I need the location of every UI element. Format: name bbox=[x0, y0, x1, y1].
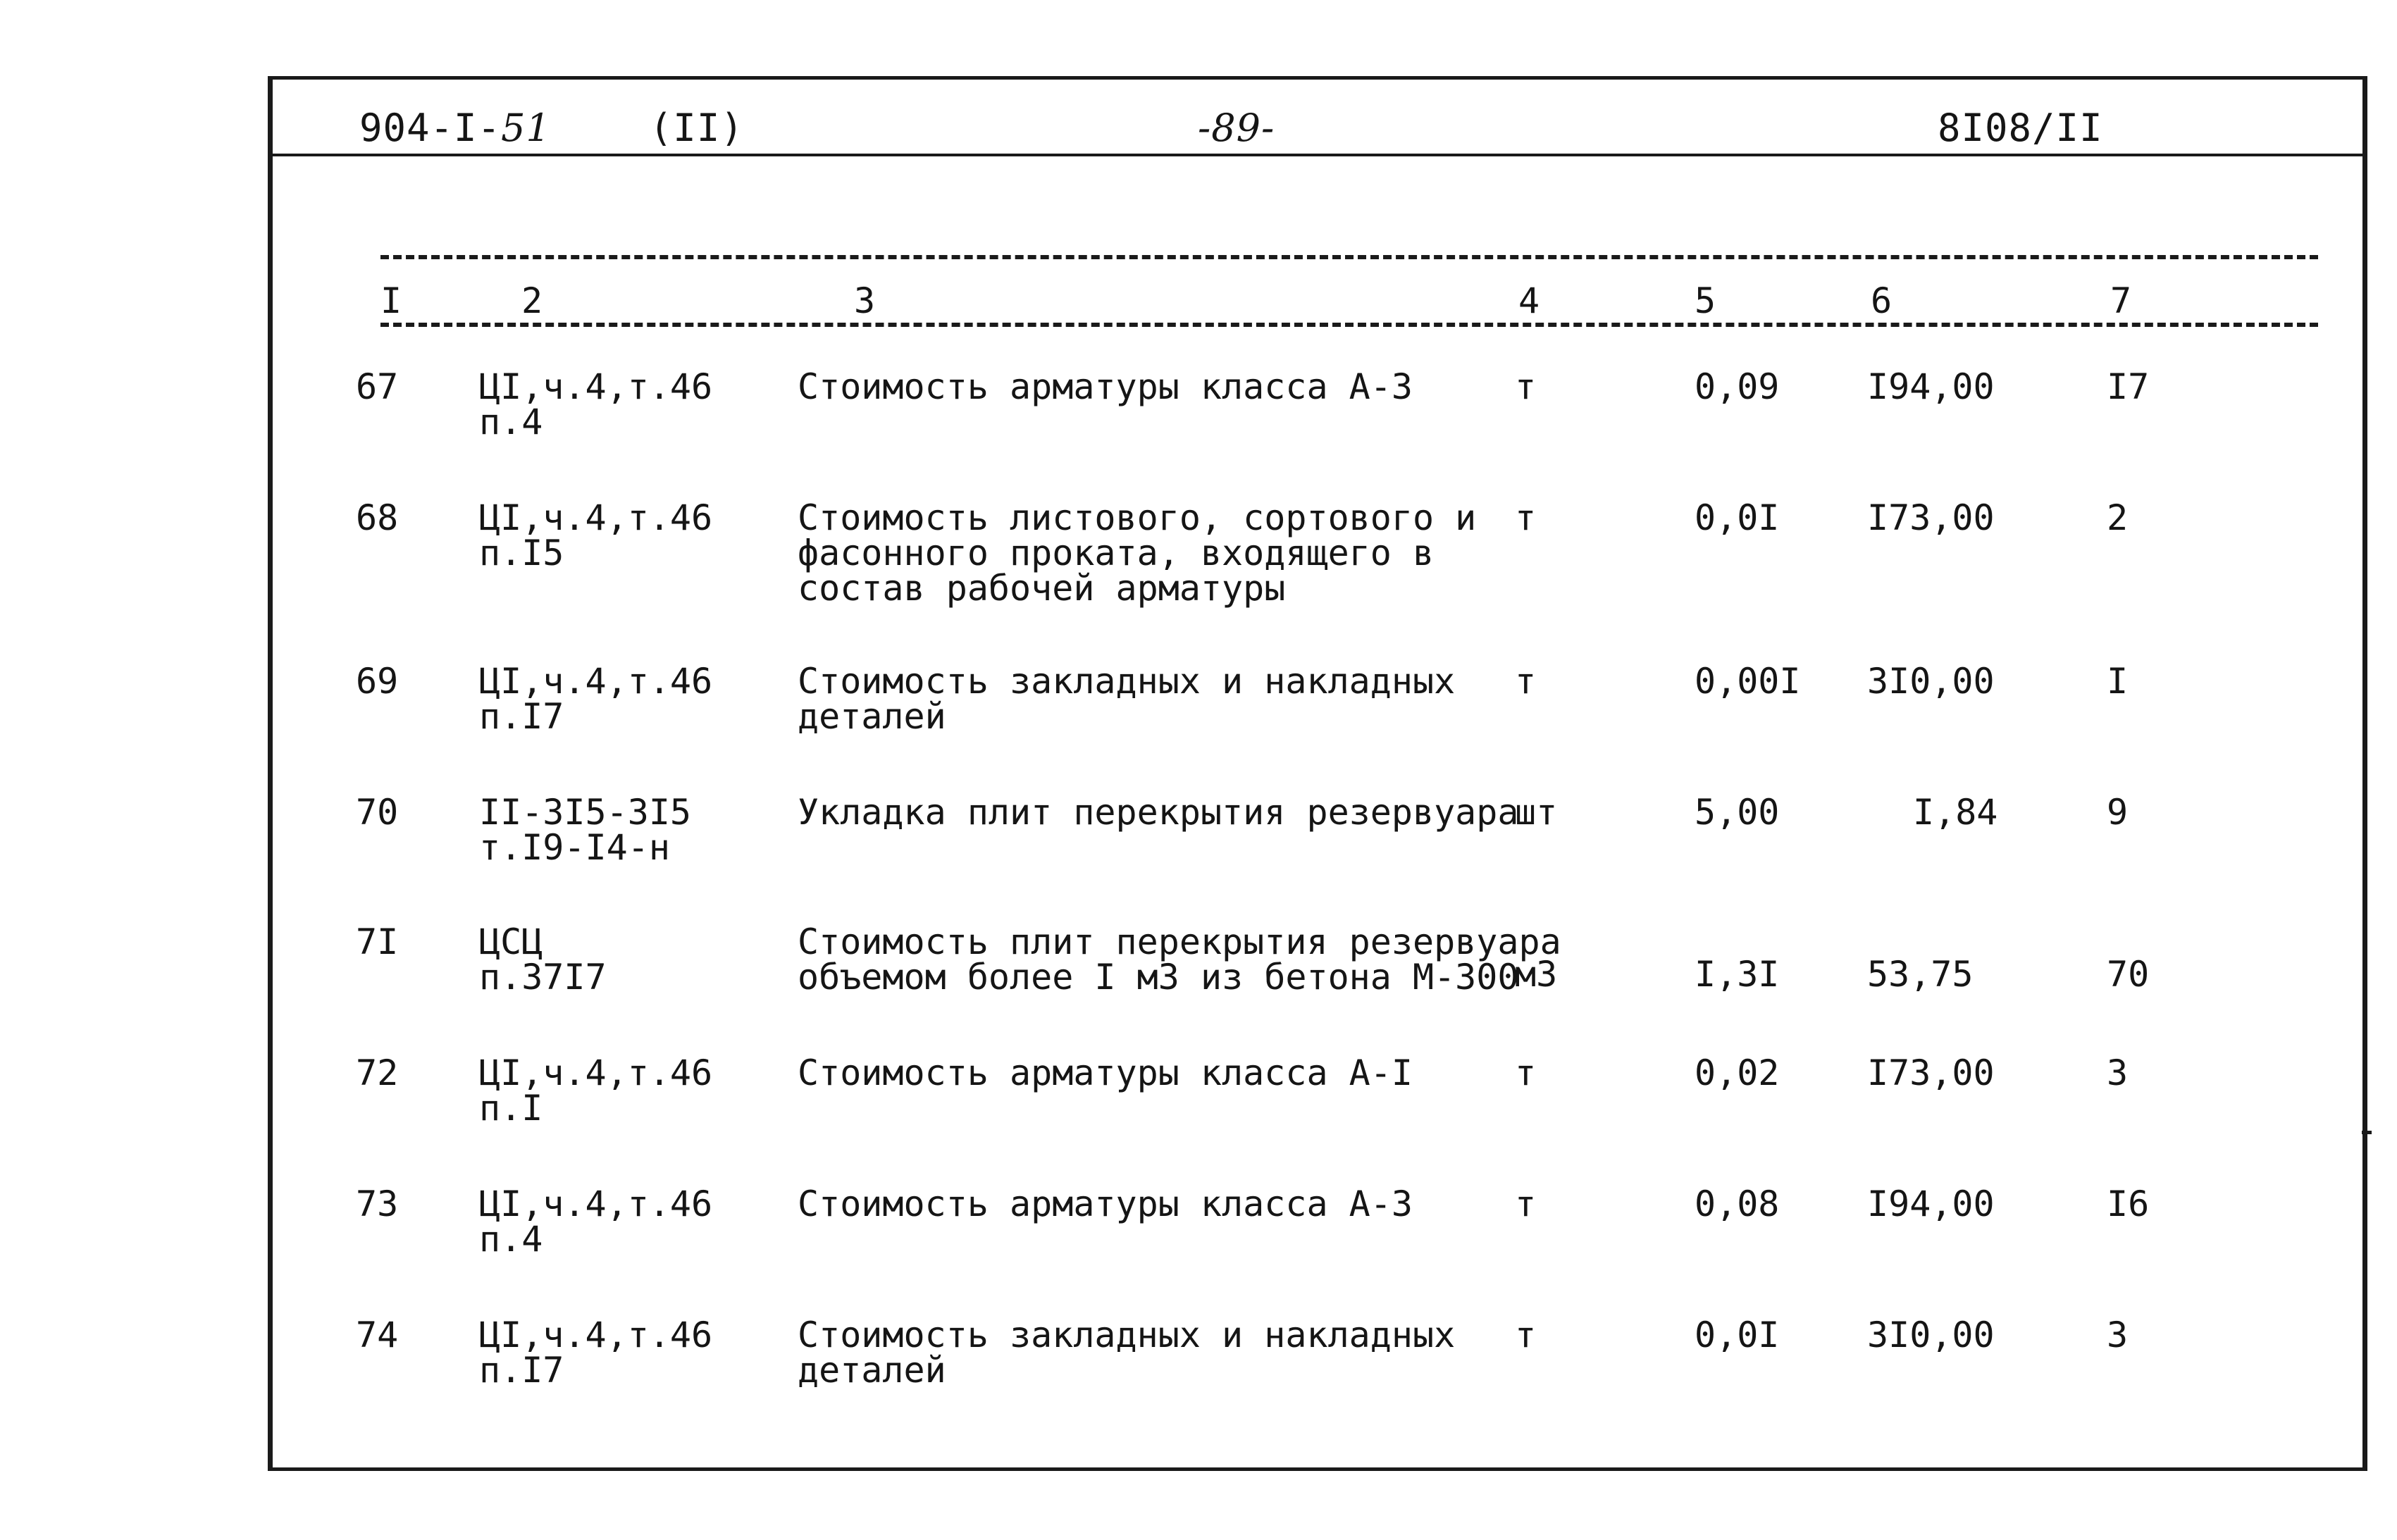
row-unit: т bbox=[1515, 661, 1537, 702]
doc-series: (II) bbox=[649, 106, 744, 150]
row-quantity: 0,08 bbox=[1695, 1184, 1780, 1224]
row-reference: II-3I5-3I5 т.I9-I4-н bbox=[479, 792, 692, 868]
col-number-7: 7 bbox=[2110, 280, 2132, 321]
row-unit: т bbox=[1515, 1052, 1537, 1093]
row-quantity: 0,02 bbox=[1695, 1052, 1780, 1093]
row-quantity: 0,09 bbox=[1695, 366, 1780, 407]
row-total: 9 bbox=[2107, 792, 2129, 833]
doc-code-handwritten: 51 bbox=[501, 106, 551, 150]
row-unit-price: 3I0,00 bbox=[1867, 661, 1995, 702]
row-unit: м3 bbox=[1515, 954, 1558, 995]
row-reference: ЦСЦ п.37I7 bbox=[479, 921, 607, 998]
row-description: Укладка плит перекрытия резервуара bbox=[798, 792, 1519, 833]
row-number: 68 bbox=[356, 497, 399, 538]
row-quantity: 0,00I bbox=[1695, 661, 1801, 702]
row-description: Стоимость арматуры класса А-3 bbox=[798, 366, 1413, 407]
row-unit: шт bbox=[1515, 792, 1558, 833]
col-number-4: 4 bbox=[1518, 280, 1540, 321]
row-description: Стоимость листового, сортового и фасонного проката, входящего в состав рабочей арматуры bbox=[798, 497, 1477, 609]
row-unit: т bbox=[1515, 1315, 1537, 1355]
column-numbers-dashed-rule bbox=[380, 323, 2318, 327]
row-reference: ЦI,ч.4,т.46 п.I bbox=[479, 1052, 713, 1129]
row-total: 70 bbox=[2107, 954, 2150, 995]
header-rule bbox=[268, 154, 2367, 156]
row-reference: ЦI,ч.4,т.46 п.4 bbox=[479, 366, 713, 442]
row-total: 3 bbox=[2107, 1315, 2129, 1355]
row-total: I6 bbox=[2107, 1184, 2150, 1224]
row-description: Стоимость арматуры класса А-I bbox=[798, 1052, 1413, 1093]
row-unit: т bbox=[1515, 497, 1537, 538]
row-quantity: 5,00 bbox=[1695, 792, 1780, 833]
table-top-dashed-rule bbox=[380, 255, 2318, 259]
row-reference: ЦI,ч.4,т.46 п.I5 bbox=[479, 497, 713, 573]
row-unit-price: I73,00 bbox=[1867, 497, 1995, 538]
row-number: 72 bbox=[356, 1052, 399, 1093]
row-number: 70 bbox=[356, 792, 399, 833]
row-number: 67 bbox=[356, 366, 399, 407]
row-number: 74 bbox=[356, 1315, 399, 1355]
row-description: Стоимость закладных и накладных деталей bbox=[798, 661, 1456, 737]
col-number-6: 6 bbox=[1871, 280, 1893, 321]
col-number-2: 2 bbox=[521, 280, 543, 321]
row-total: I7 bbox=[2107, 366, 2150, 407]
row-description: Стоимость плит перекрытия резервуара объемом более I м3 из бетона М-300 bbox=[798, 921, 1561, 998]
row-total: 3 bbox=[2107, 1052, 2129, 1093]
row-unit-price: I94,00 bbox=[1867, 366, 1995, 407]
row-unit-price: I73,00 bbox=[1867, 1052, 1995, 1093]
row-unit-price: 53,75 bbox=[1867, 954, 1974, 995]
row-quantity: I,3I bbox=[1695, 954, 1780, 995]
row-description: Стоимость закладных и накладных деталей bbox=[798, 1315, 1456, 1391]
doc-code-printed: 904-I- bbox=[359, 106, 502, 150]
row-reference: ЦI,ч.4,т.46 п.4 bbox=[479, 1184, 713, 1260]
margin-tick-mark bbox=[2362, 1131, 2372, 1134]
row-number: 69 bbox=[356, 661, 399, 702]
row-unit-price: I,84 bbox=[1913, 792, 1998, 833]
row-unit-price: 3I0,00 bbox=[1867, 1315, 1995, 1355]
row-quantity: 0,0I bbox=[1695, 1315, 1780, 1355]
row-quantity: 0,0I bbox=[1695, 497, 1780, 538]
page-number: -89- bbox=[1198, 106, 1275, 150]
row-number: 73 bbox=[356, 1184, 399, 1224]
row-total: 2 bbox=[2107, 497, 2129, 538]
row-description: Стоимость арматуры класса А-3 bbox=[798, 1184, 1413, 1224]
col-number-5: 5 bbox=[1695, 280, 1716, 321]
col-number-3: 3 bbox=[854, 280, 876, 321]
row-unit: т bbox=[1515, 366, 1537, 407]
sheet-code: 8I08/II bbox=[1938, 106, 2103, 150]
row-total: I bbox=[2107, 661, 2129, 702]
row-reference: ЦI,ч.4,т.46 п.I7 bbox=[479, 661, 713, 737]
doc-code bbox=[359, 106, 744, 150]
row-number: 7I bbox=[356, 921, 399, 962]
page-frame bbox=[268, 76, 2367, 1471]
row-unit: т bbox=[1515, 1184, 1537, 1224]
row-unit-price: I94,00 bbox=[1867, 1184, 1995, 1224]
col-number-1: I bbox=[380, 280, 402, 321]
row-reference: ЦI,ч.4,т.46 п.I7 bbox=[479, 1315, 713, 1391]
